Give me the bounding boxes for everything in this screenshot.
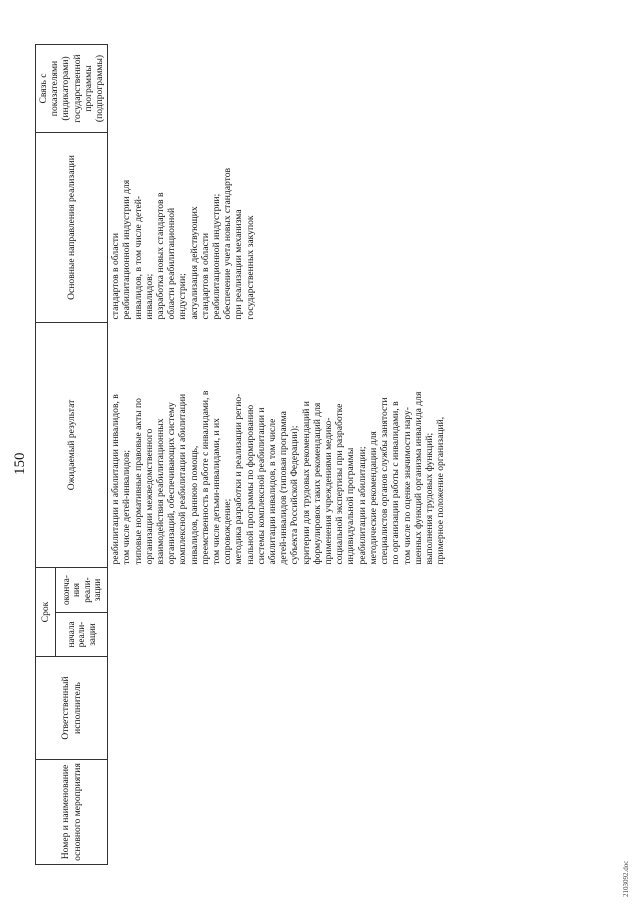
header-term-start: начала реали-зации	[56, 613, 108, 657]
cell-term-start	[108, 613, 473, 657]
text-line: актуализация действующих	[188, 206, 200, 320]
text-line: применения учреждениями медико-	[323, 417, 335, 565]
text-line: выполнения трудовых функций;	[423, 432, 435, 565]
text-line: инвалидов;	[143, 273, 155, 320]
text-line: по организации работы с инвалидами, в	[390, 401, 402, 565]
header-term: Срок	[36, 568, 56, 657]
header-link-indicators: Связь с показателями (индикаторами) государственной программы (подпрограммы)	[36, 45, 108, 133]
text-line: при реализации механизма	[233, 209, 245, 320]
text-line: реабилитации и абилитации инвалидов, в	[110, 394, 122, 565]
text-line: обеспечение учета новых стандартов	[222, 167, 234, 320]
text-line: преемственность в работе с инвалидами, в	[199, 390, 211, 565]
cell-main-directions	[108, 133, 473, 323]
text-line: критерии для трудовых рекомендаций и	[300, 401, 312, 565]
text-line: том числе по оценке значимости нару-	[401, 407, 413, 565]
cell-link-indicators	[108, 45, 473, 133]
text-line: том числе детей-инвалидов;	[121, 449, 133, 565]
text-line: области реабилитационной	[166, 207, 178, 320]
text-line: методика разработки и реализации регио-	[233, 393, 245, 565]
text-line: индивидуальной программы	[345, 447, 357, 565]
activities-table	[35, 44, 472, 865]
text-line: инвалидов, в том числе детей-	[132, 195, 144, 320]
text-line: формулировок таких рекомендаций для	[311, 402, 323, 565]
text-line: организации межведомственного	[143, 428, 155, 565]
table-row	[108, 45, 473, 865]
text-line: шенных функций организма инвалида для	[412, 391, 424, 565]
header-main-directions: Основные направления реализации	[36, 133, 108, 323]
footer-file-code: 2103092.doc	[622, 860, 630, 897]
text-line: реабилитационной индустрии для	[121, 179, 133, 320]
text-line: разработка новых стандартов в	[155, 192, 167, 320]
text-line: индустрии;	[177, 273, 189, 320]
cell-responsible	[108, 657, 473, 760]
cell-term-end	[108, 568, 473, 613]
text-line: нальной программы по формированию	[244, 404, 256, 565]
text-line: примерное положение организаций,	[435, 416, 447, 565]
text-line: субъекта Российской Федерации);	[289, 425, 301, 565]
text-line: комплексной реабилитации и абилитации	[177, 393, 189, 565]
header-responsible: Ответственный исполнитель	[36, 657, 108, 760]
header-number-and-name: Номер и наименование основного мероприятия	[36, 760, 108, 865]
cell-expected-result	[108, 323, 473, 568]
text-line: организаций, обеспечивающих систему	[166, 402, 178, 565]
header-expected-result: Ожидаемый результат	[36, 323, 108, 568]
page-number: 150	[12, 452, 28, 475]
cell-number-and-name	[108, 760, 473, 865]
text-line: инвалидов, раннюю помощь,	[188, 445, 200, 565]
text-line: методические рекомендации для	[367, 431, 379, 565]
text-line: стандартов в области	[199, 232, 211, 320]
text-line: реабилитационной индустрии;	[211, 193, 223, 320]
text-line: взаимодействия реабилитационных	[155, 418, 167, 565]
text-line: социальной экспертизы при разработке	[334, 403, 346, 565]
text-line: детей-инвалидов (типовая программа	[278, 411, 290, 565]
text-line: сопровождение;	[222, 498, 234, 565]
header-term-end: оконча-ния реали-зации	[56, 568, 108, 613]
text-line: стандартов в области	[110, 232, 122, 320]
text-line: абилитации инвалидов, в том числе	[267, 418, 279, 565]
text-line: типовые нормативные правовые акты по	[132, 398, 144, 565]
text-line: государственных закупок	[244, 215, 256, 320]
table-header-row	[36, 45, 56, 865]
text-line: специалистов органов службы занятости	[379, 397, 391, 565]
text-line: том числе детьми-инвалидами, и их	[211, 418, 223, 565]
text-line: реабилитации и абилитации;	[356, 446, 368, 565]
text-line: системы комплексной реабилитации и	[255, 407, 267, 565]
